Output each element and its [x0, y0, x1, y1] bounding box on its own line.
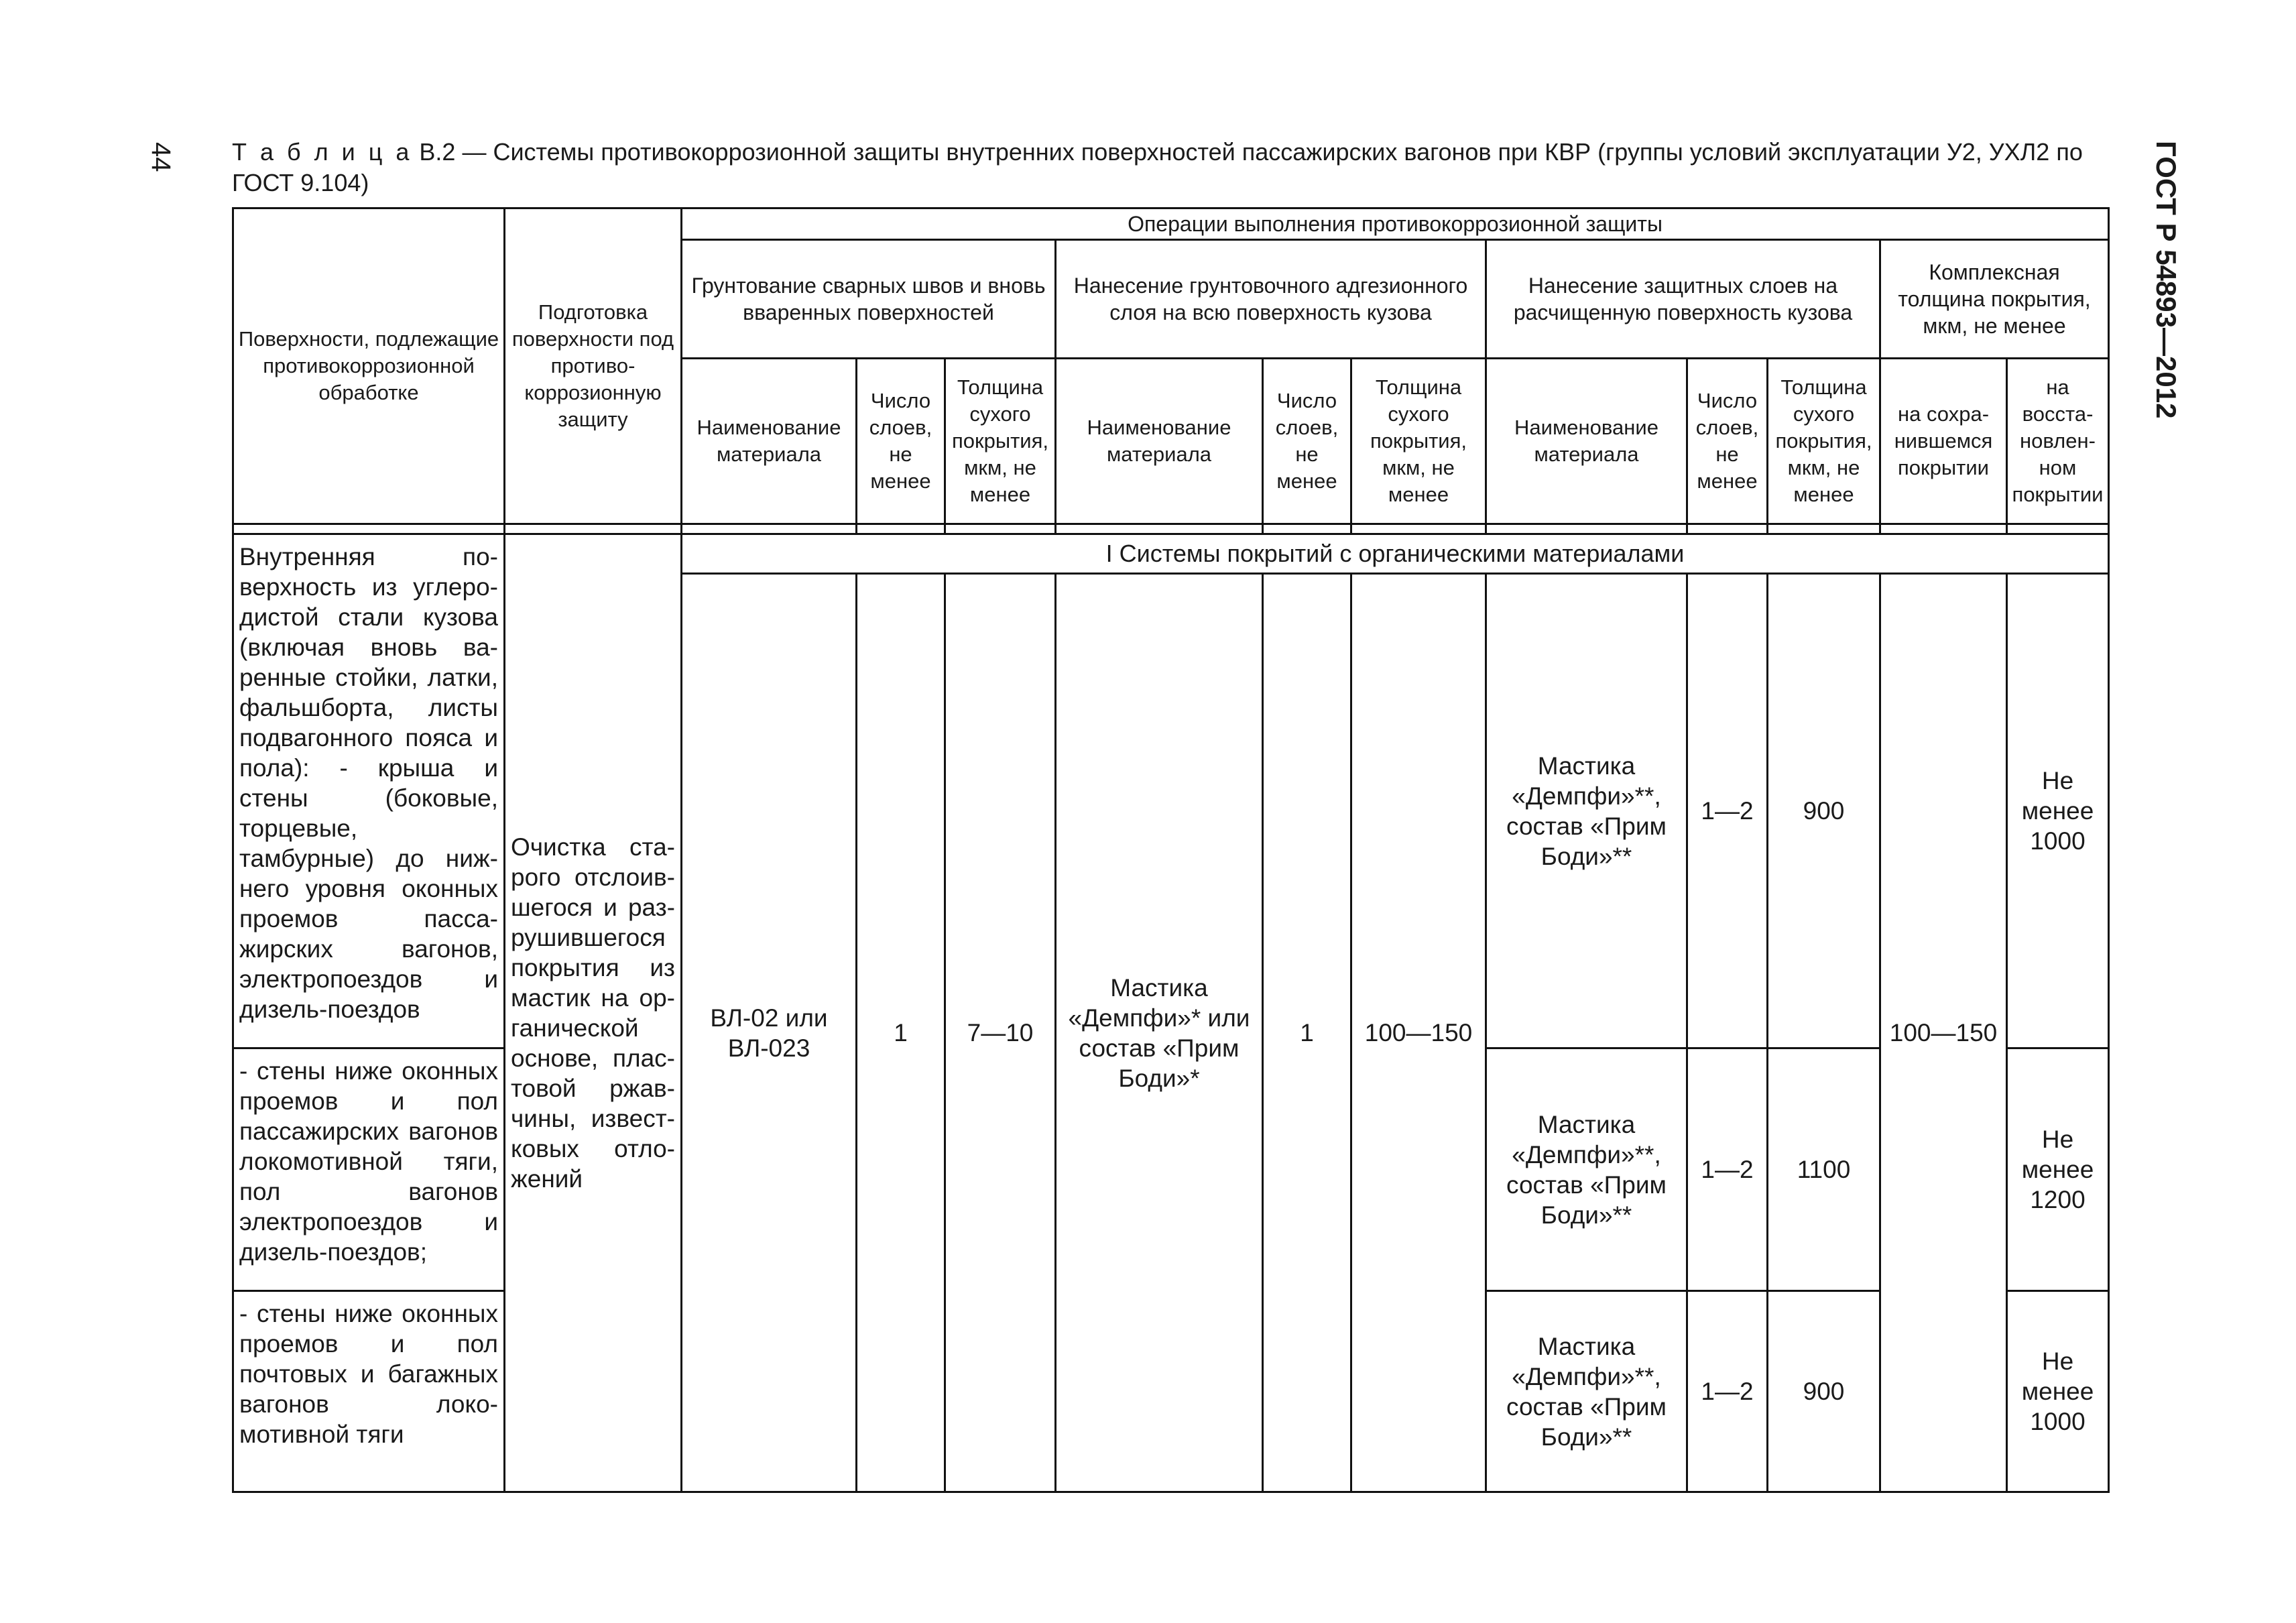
surface-row-3: - стены ниже оконных проемов и пол почтовых и багажных вагонов локомотивной тяги [233, 1291, 505, 1492]
row2-layers: 1—2 [1687, 1048, 1768, 1291]
surface-row-1: Внутренняя поверхность из углеродистой стали кузова (включая вновь варенные стойки, латки, фальшборта, листы подвагонного пояса и пола): - крыша и стены (боковые, торцевые, тамбурные) до нижнего уровня оконных проемов пассажирских вагонов, электропоездов и дизель-поездов [233, 534, 505, 1048]
header-material-3: Наименование материала [1486, 359, 1687, 524]
header-preserved: на сохранившемся покрытии [1880, 359, 2007, 524]
system-title: I Системы покрытий с органическими материалами [682, 534, 2109, 574]
header-operations: Операции выполнения противокоррозионной защиты [682, 208, 2109, 240]
row1-thickness: 900 [1768, 574, 1880, 1048]
g1-layers: 1 [857, 574, 945, 1492]
row1-restored: Не менее 1000 [2007, 574, 2109, 1048]
header-separator [233, 524, 2109, 534]
header-group-welds: Грунтование сварных швов и вновь вваренных поверхностей [682, 240, 1056, 359]
preserved-value: 100—150 [1880, 574, 2007, 1492]
header-thickness-3: Толщина сухого покрытия, мкм, не менее [1768, 359, 1880, 524]
page-number: 44 [146, 142, 176, 172]
header-thickness-2: Толщина сухого покрытия, мкм, не менее [1351, 359, 1486, 524]
header-group-protective: Нанесение защитных слоев на расчищенную поверхность кузова [1486, 240, 1880, 359]
row1-material: Мастика «Демпфи»**, состав «Прим Боди»** [1486, 574, 1687, 1048]
caption-prefix: Т а б л и ц а [232, 138, 413, 166]
header-surfaces: Поверхности, подлежащие противокоррозионной обработке [233, 208, 505, 524]
row3-thickness: 900 [1768, 1291, 1880, 1492]
header-material-2: Наименование материала [1056, 359, 1263, 524]
header-layers-2: Число слоев, не менее [1263, 359, 1351, 524]
document-code: ГОСТ Р 54893—2012 [2151, 141, 2182, 419]
surface-row-2: - стены ниже оконных проемов и пол пассажирских вагонов локомотивной тяги, пол вагонов электропоездов и дизель-поездов; [233, 1048, 505, 1291]
row3-restored: Не менее 1000 [2007, 1291, 2109, 1492]
header-thickness-1: Толщина сухого покрытия, мкм, не менее [945, 359, 1056, 524]
row2-material: Мастика «Демпфи»**, состав «Прим Боди»** [1486, 1048, 1687, 1291]
table-caption [232, 137, 2109, 198]
g2-layers: 1 [1263, 574, 1351, 1492]
header-layers-3: Число слоев, не менее [1687, 359, 1768, 524]
header-restored: на восстановленном покрытии [2007, 359, 2109, 524]
header-group-adhesive: Нанесение грунтовочного адгезионного слоя на всю поверхность кузова [1056, 240, 1486, 359]
header-material-1: Наименование материала [682, 359, 857, 524]
header-group-total: Комплексная толщина покрытия, мкм, не менее [1880, 240, 2109, 359]
header-layers-1: Число слоев, не менее [857, 359, 945, 524]
protection-systems-table [232, 207, 2110, 1493]
row3-layers: 1—2 [1687, 1291, 1768, 1492]
row1-layers: 1—2 [1687, 574, 1768, 1048]
caption-text: В.2 — Системы противокоррозионной защиты внутренних поверхностей пассажирских вагонов при КВР (группы условий эксплуатации У2, УХЛ2 по ГОСТ 9.104) [232, 138, 2083, 196]
g2-thickness: 100—150 [1351, 574, 1486, 1492]
preparation-text: Очистка старого отслоившегося и разрушившегося покрытия из мастик на органической основе, пластовой ржавчины, известковых отложений [505, 534, 682, 1492]
header-preparation: Подготовка поверхности под противокоррозионную защиту [505, 208, 682, 524]
row2-restored: Не менее 1200 [2007, 1048, 2109, 1291]
g2-material: Мастика «Демпфи»* или состав «Прим Боди»* [1056, 574, 1263, 1492]
row3-material: Мастика «Демпфи»**, состав «Прим Боди»** [1486, 1291, 1687, 1492]
row2-thickness: 1100 [1768, 1048, 1880, 1291]
g1-thickness: 7—10 [945, 574, 1056, 1492]
g1-material: ВЛ-02 или ВЛ-023 [682, 574, 857, 1492]
